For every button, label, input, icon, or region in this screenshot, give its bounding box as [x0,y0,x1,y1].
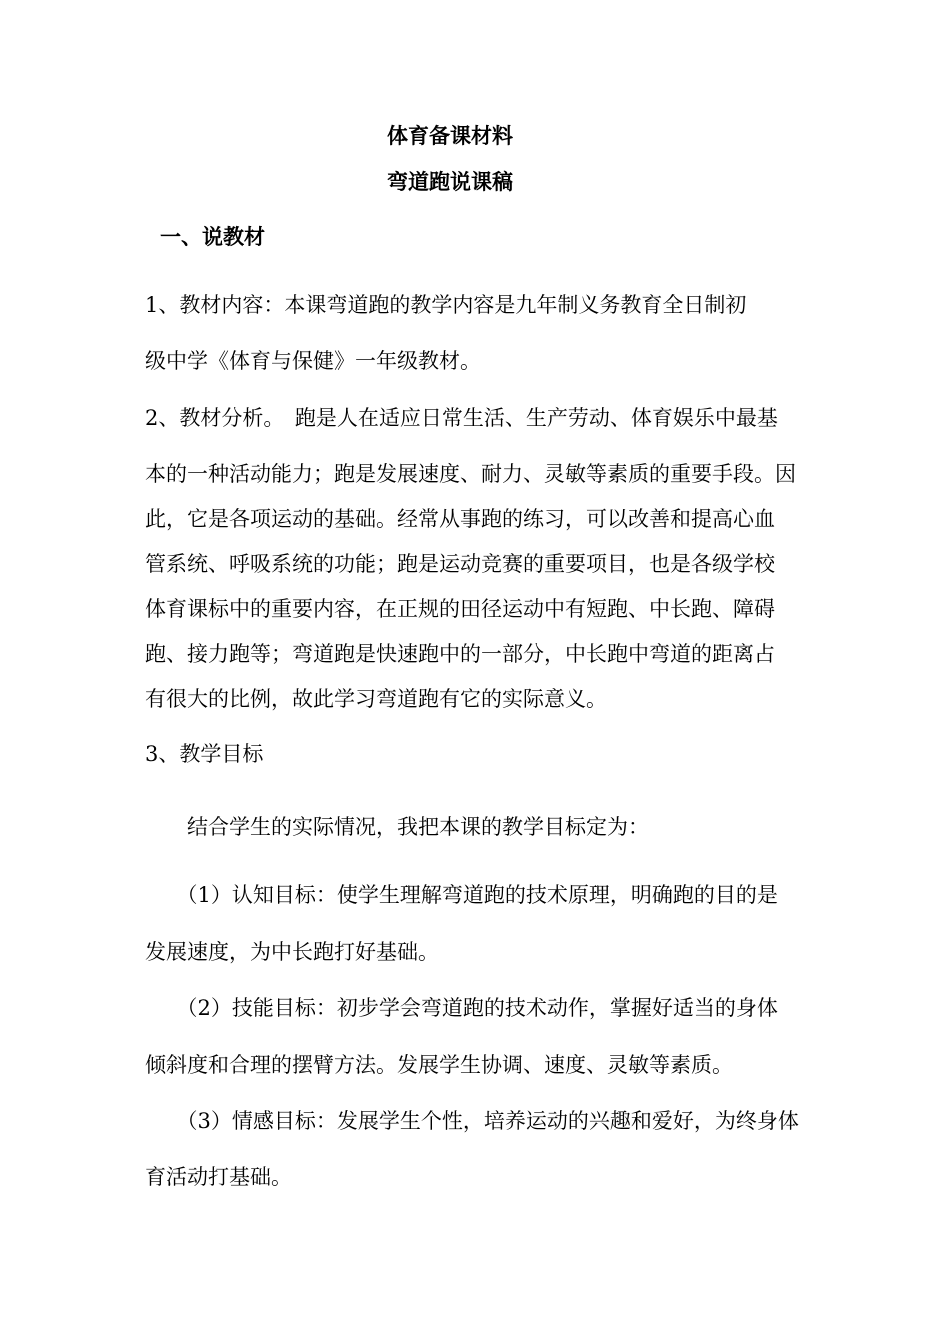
paragraph-line: 级中学《体育与保健》一年级教材。 [145,349,481,373]
document-title: 体育备课材料 [387,124,513,148]
paragraph-line: 体育课标中的重要内容，在正规的田径运动中有短跑、中长跑、障碍 [145,597,775,621]
paragraph-line: （1）认知目标：使学生理解弯道跑的技术原理，明确跑的目的是 [145,883,778,907]
paragraph-line: 倾斜度和合理的摆臂方法。发展学生协调、速度、灵敏等素质。 [145,1053,733,1077]
paragraph-line: 管系统、呼吸系统的功能；跑是运动竞赛的重要项目，也是各级学校 [145,552,775,576]
paragraph-line: 跑、接力跑等；弯道跑是快速跑中的一部分，中长跑中弯道的距离占 [145,642,775,666]
paragraph-line: 结合学生的实际情况，我把本课的教学目标定为： [145,815,649,839]
paragraph-line: 发展速度，为中长跑打好基础。 [145,940,439,964]
paragraph-line: 育活动打基础。 [145,1165,292,1189]
paragraph-line: 此，它是各项运动的基础。经常从事跑的练习，可以改善和提高心血 [145,507,775,531]
section-heading: 一、说教材 [160,225,265,249]
paragraph-line: （2）技能目标：初步学会弯道跑的技术动作，掌握好适当的身体 [145,996,778,1020]
paragraph-line: 2、教材分析。 跑是人在适应日常生活、生产劳动、体育娱乐中最基 [145,406,778,430]
paragraph-line: 本的一种活动能力；跑是发展速度、耐力、灵敏等素质的重要手段。因 [145,462,796,486]
paragraph-line: 有很大的比例，故此学习弯道跑有它的实际意义。 [145,687,607,711]
paragraph-line: （3）情感目标：发展学生个性，培养运动的兴趣和爱好，为终身体 [145,1109,799,1133]
paragraph-line: 1、教材内容：本课弯道跑的教学内容是九年制义务教育全日制初 [145,293,747,317]
document-subtitle: 弯道跑说课稿 [387,170,513,194]
paragraph-line: 3、教学目标 [145,742,264,766]
